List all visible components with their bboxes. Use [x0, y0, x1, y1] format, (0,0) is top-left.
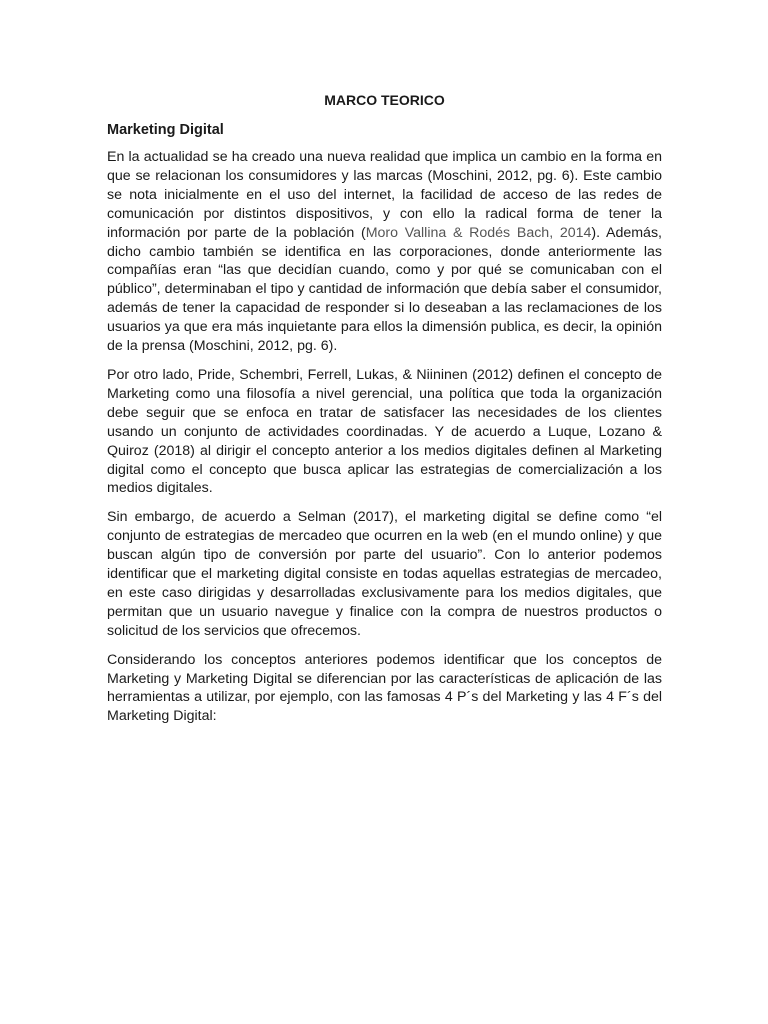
section-heading: Marketing Digital [107, 122, 224, 138]
paragraph-1 [107, 148, 662, 356]
document-page [107, 90, 662, 736]
paragraph-2: Por otro lado, Pride, Schembri, Ferrell, Lukas, & Niininen (2012) definen el concepto de Marketing como una filosofía a nivel gerencial, una política que toda la organización debe seguir que se enfoca en tratar de satisfacer las necesidades de los clientes usando un conjunto de actividades coordinadas. Y de acuerdo a Luque, Lozano & Quiroz (2018) al dirigir el concepto anterior a los medios digitales definen al Marketing digital como el concepto que busca aplicar las estrategias de comercialización a los medios digitales. [107, 366, 662, 497]
paragraph-4: Considerando los conceptos anteriores podemos identificar que los conceptos de Marketing y Marketing Digital se diferencian por las características de aplicación de las herramientas a utilizar, por ejemplo, con las famosas 4 P´s del Marketing y las 4 F´s del Marketing Digital: [107, 651, 662, 725]
paragraph-1-text-b: ). Además, dicho cambio también se identifica en las corporaciones, donde anteriormente las compañías eran “las que decidían cuando, como y por qué se comunicaban con el público”, determinaban el tipo y cantidad de información que debía saber el consumidor, además de tener la capacidad de responder si lo deseaban a las reclamaciones de los usuarios ya que era más inquietante para ellos la dimensión publica, es decir, la opinión de la prensa (Moschini, 2012, pg. 6). [107, 224, 662, 355]
paragraph-1-citation: Moro Vallina & Rodés Bach, 2014 [365, 224, 592, 241]
document-title: MARCO TEORICO [324, 92, 445, 108]
paragraph-1-text-a: En la actualidad se ha creado una nueva realidad que implica un cambio en la forma en que se relacionan los consumidores y las marcas (Moschini, 2012, pg. 6). Este cambio se nota inicialmente en el uso del internet, la facilidad de acceso de las redes de comunicación por distintos dispositivos, y con ello la radical forma de tener la información por parte de la población ( [107, 149, 662, 241]
paragraph-3: Sin embargo, de acuerdo a Selman (2017), el marketing digital se define como “el conjunto de estrategias de mercadeo que ocurren en la web (en el mundo online) y que buscan algún tipo de conversión por parte del usuario”. Con lo anterior podemos identificar que el marketing digital consiste en todas aquellas estrategias de mercadeo, en este caso dirigidas y desarrolladas exclusivamente para los medios digitales, que permitan que un usuario navegue y finalice con la compra de nuestros productos o solicitud de los servicios que ofrecemos. [107, 509, 662, 639]
